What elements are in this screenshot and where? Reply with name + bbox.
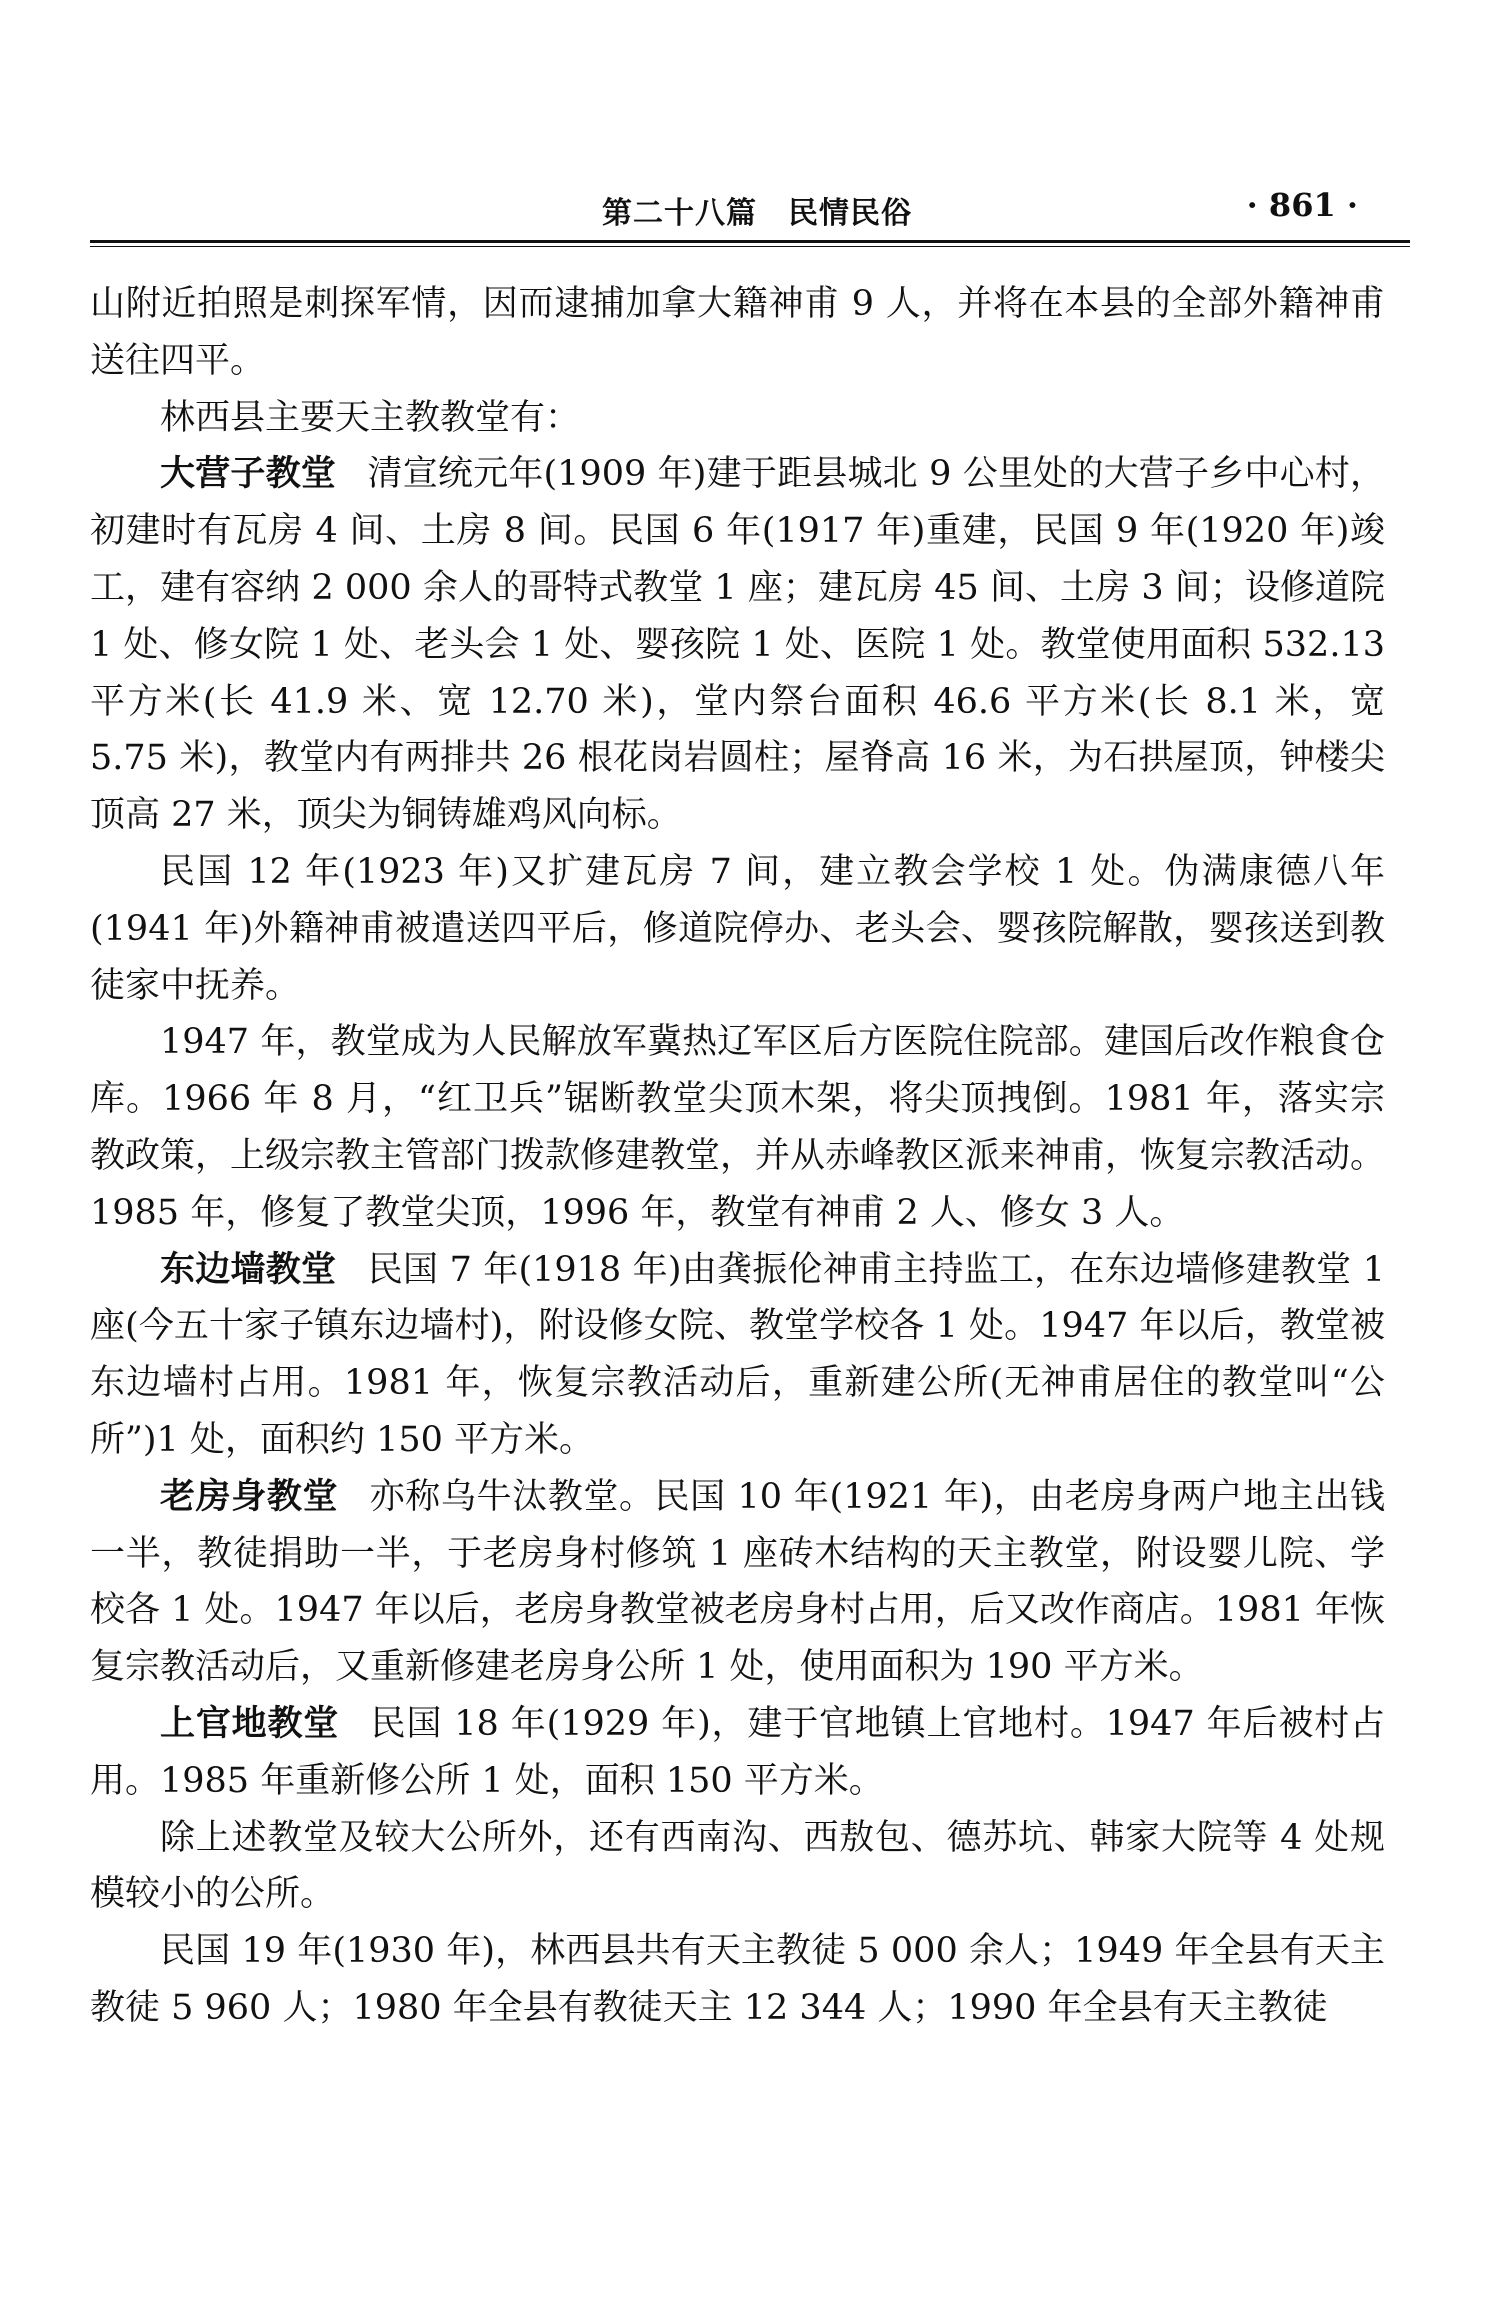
paragraph-other-gongsuo — [90, 1810, 1385, 1924]
running-header-title: 第二十八篇 民情民俗 — [602, 196, 912, 231]
paragraph-laofangshen-church — [90, 1469, 1385, 1696]
paragraph-text: 民国 12 年(1923 年)又扩建瓦房 7 间，建立教会学校 1 处。伪满康德八年(1941 年)外籍神甫被遣送四平后，修道院停办、老头会、婴孩院解散，婴孩送到教徒家中抚养。 — [90, 851, 1385, 1006]
page-number: · 861 · — [1246, 186, 1358, 224]
paragraph-continuation — [90, 276, 1385, 390]
header-rule-thin — [90, 246, 1410, 247]
paragraph-believer-counts — [90, 1923, 1385, 2037]
section-heading: 老房身教堂 — [160, 1475, 339, 1517]
paragraph-1947-history — [90, 1014, 1385, 1241]
paragraph-text: 清宣统元年(1909 年)建于距县城北 9 公里处的大营子乡中心村，初建时有瓦房 4 间、土房 8 间。民国 6 年(1917 年)重建，民国 9 年(1920 年)竣工，建有容纳 2 000 余人的哥特式教堂 1 座；建瓦房 45 间、土房 3 间；设修道院 1 处、修女院 1 处、老头会 1 处、婴孩院 1 处、医院 1 处。教堂使用面积 532.13 平方米(长 41.9 米、宽 12.70 米)，堂内祭台面积 46.6 平方米(长 8.1 米，宽 5.75 米)，教堂内有两排共 26 根花岗岩圆柱；屋脊高 16 米，为石拱屋顶，钟楼尖顶高 27 米，顶尖为铜铸雄鸡风向标。 — [90, 454, 1385, 836]
paragraph-text: 民国 19 年(1930 年)，林西县共有天主教徒 5 000 余人；1949 年全县有天主教徒 5 960 人；1980 年全县有教徒天主 12 344 人；1990 年全县有天主教徒 — [90, 1931, 1385, 2028]
section-heading: 东边墙教堂 — [160, 1248, 337, 1290]
header-rule — [90, 240, 1410, 243]
paragraph-text: 民国 7 年(1918 年)由龚振伦神甫主持监工，在东边墙修建教堂 1 座(今五十家子镇东边墙村)，附设修女院、教堂学校各 1 处。1947 年以后，教堂被东边墙村占用。1981 年，恢复宗教活动后，重新建公所(无神甫居住的教堂叫“公所”)1 处，面积约 150 平方米。 — [90, 1249, 1385, 1460]
paragraph-text: 除上述教堂及较大公所外，还有西南沟、西敖包、德苏坑、韩家大院等 4 处规模较小的公所。 — [90, 1817, 1385, 1915]
section-heading: 上官地教堂 — [160, 1702, 340, 1744]
paragraph-shangguandi-church — [90, 1696, 1385, 1810]
paragraph-intro — [90, 390, 1385, 447]
paragraph-text: 山附近拍照是刺探军情，因而逮捕加拿大籍神甫 9 人，并将在本县的全部外籍神甫送往四平。 — [90, 284, 1385, 381]
body-text — [90, 276, 1385, 2037]
paragraph-text: 亦称乌牛汰教堂。民国 10 年(1921 年)，由老房身两户地主出钱一半，教徒捐助一半，于老房身村修筑 1 座砖木结构的天主教堂，附设婴儿院、学校各 1 处。1947 年以后，老房身教堂被老房身村占用，后又改作商店。1981 年恢复宗教活动后，又重新修建老房身公所 1 处，使用面积为 190 平方米。 — [90, 1476, 1385, 1688]
paragraph-dongbianqiang-church — [90, 1242, 1385, 1469]
paragraph-text: 民国 18 年(1929 年)，建于官地镇上官地村。1947 年后被村占用。1985 年重新修公所 1 处，面积 150 平方米。 — [90, 1703, 1385, 1801]
page-header — [90, 186, 1410, 236]
paragraph-text: 林西县主要天主教教堂有： — [160, 397, 581, 438]
paragraph-dayingzi-church — [90, 446, 1385, 844]
section-heading: 大营子教堂 — [160, 453, 337, 495]
paragraph-expansion — [90, 844, 1385, 1014]
paragraph-text: 1947 年，教堂成为人民解放军冀热辽军区后方医院住院部。建国后改作粮食仓库。1966 年 8 月，“红卫兵”锯断教堂尖顶木架，将尖顶拽倒。1981 年，落实宗教政策，上级宗教主管部门拨款修建教堂，并从赤峰教区派来神甫，恢复宗教活动。1985 年，修复了教堂尖顶，1996 年，教堂有神甫 2 人、修女 3 人。 — [90, 1022, 1386, 1233]
